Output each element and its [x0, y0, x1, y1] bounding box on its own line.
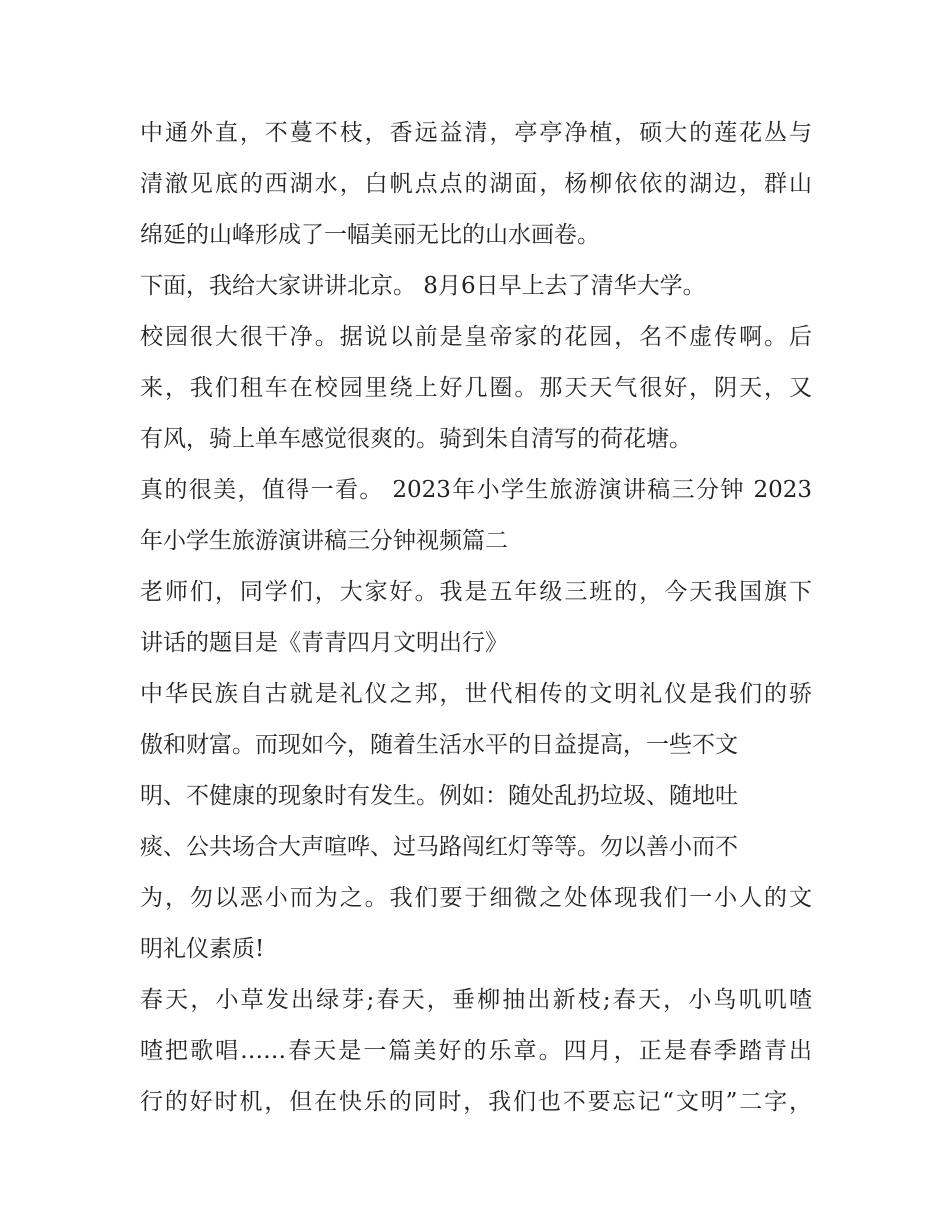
- text-line: 老师们，同学们，大家好。我是五年级三班的，今天我国旗下: [140, 579, 812, 605]
- text-line: 明、不健康的现象时有发生。例如：随处乱扔垃圾、随地吐: [140, 783, 738, 809]
- text-line: 清澈见底的西湖水，白帆点点的湖面，杨柳依依的湖边，群山: [140, 171, 812, 197]
- text-line: 有风，骑上单车感觉很爽的。骑到朱自清写的荷花塘。: [140, 426, 692, 452]
- text-line: 中华民族自古就是礼仪之邦，世代相传的文明礼仪是我们的骄: [140, 681, 812, 707]
- text-line: 校园很大很干净。据说以前是皇帝家的花园，名不虚传啊。后: [140, 324, 812, 350]
- document-page: [140, 108, 812, 1128]
- text-line: 痰、公共场合大声喧哗、过马路闯红灯等等。勿以善小而不: [140, 834, 738, 860]
- text-line: 行的好时机，但在快乐的同时，我们也不要忘记“文明”二字，: [140, 1089, 812, 1115]
- text-line: 真的很美，值得一看。 2023年小学生旅游演讲稿三分钟 2023: [140, 477, 812, 503]
- text-line: 春天，小草发出绿芽;春天，垂柳抽出新枝;春天，小鸟叽叽喳: [140, 987, 812, 1013]
- text-line: 中通外直，不蔓不枝，香远益清，亭亭净植，硕大的莲花丛与: [140, 120, 812, 146]
- text-line: 来，我们租车在校园里绕上好几圈。那天天气很好，阴天，又: [140, 375, 812, 401]
- text-line: 年小学生旅游演讲稿三分钟视频篇二: [140, 528, 508, 554]
- text-line: 下面，我给大家讲讲北京。 8月6日早上去了清华大学。: [140, 273, 706, 299]
- text-line: 为，勿以恶小而为之。我们要于细微之处体现我们一小人的文: [140, 885, 812, 911]
- text-line: 讲话的题目是《青青四月文明出行》: [140, 630, 508, 656]
- text-line: 绵延的山峰形成了一幅美丽无比的山水画卷。: [140, 222, 600, 248]
- text-line: 傲和财富。而现如今，随着生活水平的日益提高，一些不文: [140, 732, 738, 758]
- text-line: 喳把歌唱……春天是一篇美好的乐章。四月，正是春季踏青出: [140, 1038, 812, 1064]
- text-line: 明礼仪素质!: [140, 936, 265, 962]
